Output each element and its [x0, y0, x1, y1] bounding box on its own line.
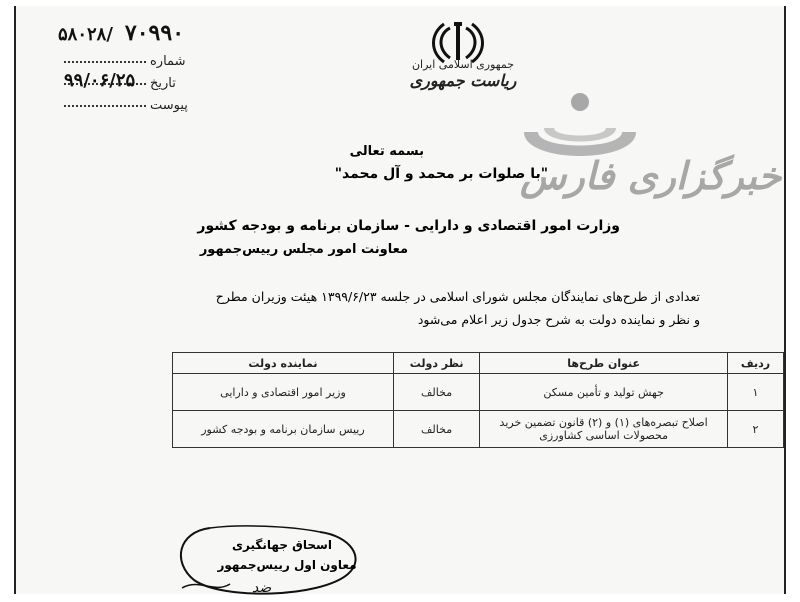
basmala: بسمه تعالی	[349, 144, 424, 159]
cell-government-representative: رییس سازمان برنامه و بودجه کشور	[173, 411, 394, 448]
salavat-line: "با صلوات بر محمد و آل محمد"	[334, 166, 548, 182]
header-plan-title: عنوان طرح‌ها	[480, 353, 728, 374]
document-number-value: ۷۰۹۹۰	[124, 20, 185, 46]
cell-row-number: ۲	[728, 411, 784, 448]
table-row	[173, 374, 784, 411]
number-line: شماره	[64, 54, 185, 69]
cell-government-representative: وزیر امور اقتصادی و دارایی	[173, 374, 394, 411]
table-row	[173, 411, 784, 448]
cell-plan-title: اصلاح تبصره‌های (۱) و (۲) قانون تضمین خرید محصولات اساسی کشاورزی	[480, 411, 728, 448]
cell-row-number: ۱	[728, 374, 784, 411]
header-government-opinion: نظر دولت	[393, 353, 479, 374]
date-line	[64, 70, 176, 91]
letter-page	[14, 6, 786, 594]
header-government-representative: نماینده دولت	[173, 353, 394, 374]
paragraph-line-2: و نظر و نماینده دولت به شرح جدول زیر اعلام می‌شود	[417, 312, 700, 327]
signer-title: معاون اول رییس‌جمهور	[217, 558, 357, 572]
cell-plan-title: جهش تولید و تأمین مسکن	[480, 374, 728, 411]
cell-government-opinion: مخالف	[393, 411, 479, 448]
date-label: تاریخ	[150, 76, 176, 91]
table-header-row	[173, 353, 784, 374]
resolution-table	[172, 352, 784, 448]
recipient-1: وزارت امور اقتصادی و دارایی - سازمان برنامه و بودجه کشور	[197, 218, 620, 234]
document-number-prefix: ۵۸۰۲۸/	[58, 24, 113, 45]
handwritten-mark: ضد	[252, 580, 272, 596]
signer-name: اسحاق جهانگیری	[232, 538, 332, 552]
document-number	[58, 20, 184, 46]
header-row-number: ردیف	[728, 353, 784, 374]
paragraph-line-1: تعدادی از طرح‌های نمایندگان مجلس شورای اسلامی در جلسه ۱۳۹۹/۶/۲۳ هیئت وزیران مطرح	[215, 289, 700, 304]
recipient-2: معاونت امور مجلس رییس‌جمهور	[199, 242, 408, 257]
date-value: ۹۹/۰۶/۲۵	[64, 70, 136, 91]
attachment-line: پیوست	[64, 98, 188, 113]
emblem-text: جمهوری اسلامی ایران ریاست جمهوری	[409, 58, 517, 91]
agency-watermark: خبرگزاری فارس	[520, 154, 782, 198]
cell-government-opinion: مخالف	[393, 374, 479, 411]
